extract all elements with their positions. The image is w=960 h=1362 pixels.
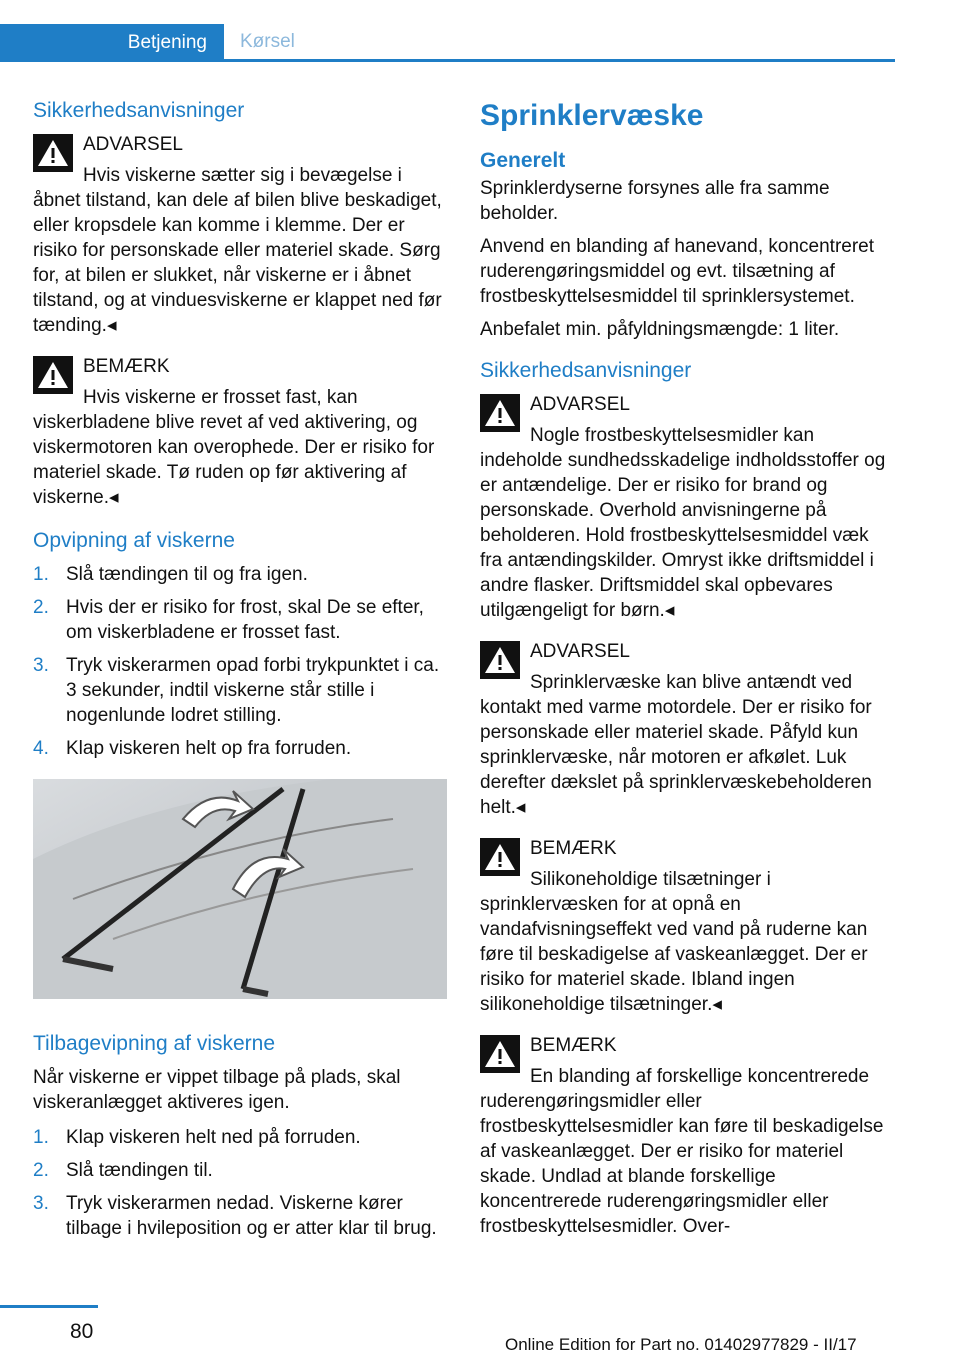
warning-block: [480, 639, 896, 820]
notice-title: BEMÆRK: [530, 838, 617, 859]
warning-triangle-icon: [33, 356, 73, 394]
step-number: 3.: [33, 1193, 49, 1214]
warning-title: ADVARSEL: [530, 641, 630, 662]
chapter-tabs: [0, 0, 895, 62]
warning-text: Sprinklervæske kan blive antændt ved kontakt med varme motordele. Der er risiko for personskade eller materiel skade. Påfyld kun sprinklervæske, når motoren er afkølet. Luk derefter dækslet på sprinklervæskebeholderen helt.◂: [480, 672, 872, 818]
tab-betjening[interactable]: [0, 24, 224, 62]
section-title-wipers-up: Opvipning af viskerne: [33, 529, 235, 552]
step-number: 4.: [33, 738, 49, 759]
list-item: [33, 1158, 447, 1183]
edition-note: Online Edition for Part no. 01402977829 - II/17: [505, 1335, 857, 1354]
step-number: 1.: [33, 564, 49, 585]
page-title: Sprinklervæske: [480, 99, 704, 132]
header-divider: [0, 59, 895, 62]
notice-text: Silikoneholdige tilsætninger i sprinklervæsken for at opnå en vandafvisningseffekt ved vand på ruderne kan føre til beskadigelse af vaskeanlægget. Der er risiko for materiel skade. Ibland ingen silikoneholdige tilsætninger.◂: [480, 869, 868, 1015]
warning-block: [33, 132, 447, 338]
warning-triangle-icon: [480, 641, 520, 679]
tab-korsel[interactable]: Kørsel: [240, 31, 295, 52]
section-title-safety: Sikkerhedsanvisninger: [33, 99, 245, 122]
list-item: [33, 1125, 447, 1150]
subsection-title: Generelt: [480, 149, 566, 172]
step-text: Tryk viskerarmen nedad. Viskerne kører tilbage i hvileposition og er atter klar til brug.: [66, 1193, 437, 1239]
step-text: Hvis der er risiko for frost, skal De se efter, om viskerbladene er frosset fast.: [66, 597, 424, 643]
paragraph: Sprinklerdyserne forsynes alle fra samme beholder.: [480, 178, 830, 224]
step-text: Tryk viskerarmen opad forbi trykpunktet i ca. 3 sekunder, indtil viskerne står stille i nogenlunde lodret stilling.: [66, 655, 440, 726]
warning-text: Hvis viskerne sætter sig i bevægelse i åbnet tilstand, kan dele af bilen blive beskadiget, eller kropsdele kan komme i klemme. Der er risiko for personskade eller materiel skade. Sørg for, at bilen er slukket, når viskerne er i åbnet tilstand, og at vinduesviskerne er klappet ned før tænding.◂: [33, 165, 442, 336]
tab-label: Betjening: [127, 32, 207, 53]
list-item: [33, 736, 447, 761]
paragraph: Anbefalet min. påfyldningsmængde: 1 liter.: [480, 319, 840, 340]
warning-triangle-icon: [480, 838, 520, 876]
warning-triangle-icon: [480, 1035, 520, 1073]
step-number: 2.: [33, 597, 49, 618]
notice-block: [33, 354, 447, 510]
warning-text: Nogle frostbeskyttelsesmidler kan indeholde sundhedsskadelige indholdsstoffer og er antændelige. Der er risiko for brand og personskade. Overhold anvisningerne på beholderen. Hold frostbeskyttelsesmiddel væk fra antændingskilder. Omryst ikke driftsmiddel i andre flasker. Driftsmiddel skal opbevares utilgængeligt for børn.◂: [480, 425, 886, 621]
notice-title: BEMÆRK: [83, 356, 170, 377]
right-column: [480, 96, 896, 1255]
footer-divider: [0, 1305, 98, 1308]
section-title-wipers-down: Tilbagevipning af viskerne: [33, 1032, 276, 1055]
paragraph: Anvend en blanding af hanevand, koncentreret ruderengøringsmiddel og evt. tilsætning af frostbeskyttelsesmiddel til sprinklersystemet.: [480, 236, 875, 307]
step-text: Klap viskeren helt ned på forruden.: [66, 1127, 361, 1148]
notice-block: [480, 1033, 896, 1239]
notice-text: En blanding af forskellige koncentrerede ruderengøringsmidler eller frostbeskyttelsesmidler kan føre til beskadigelse af vaskeanlægget. Der er risiko for materiel skade. Undlad at blande forskellige koncentrerede ruderengøringsmidler eller frostbeskyttelsesmidler. Over-: [480, 1066, 884, 1237]
notice-text: Hvis viskerne er frosset fast, kan viskerbladene blive revet af ved aktivering, og viskermotoren kan overophede. Der er risiko for materiel skade. Tø ruden op før aktivering af viskerne.◂: [33, 387, 435, 508]
notice-title: BEMÆRK: [530, 1035, 617, 1056]
step-text: Slå tændingen til.: [66, 1160, 213, 1181]
warning-title: ADVARSEL: [530, 394, 630, 415]
step-number: 1.: [33, 1127, 49, 1148]
warning-triangle-icon: [480, 394, 520, 432]
steps-wipers-up: [33, 562, 447, 761]
list-item: [33, 562, 447, 587]
notice-block: [480, 836, 896, 1017]
left-column: [33, 96, 447, 1249]
step-text: Slå tændingen til og fra igen.: [66, 564, 308, 585]
steps-wipers-down: [33, 1125, 447, 1241]
section-title-safety: Sikkerhedsanvisninger: [480, 359, 692, 382]
step-text: Klap viskeren helt op fra forruden.: [66, 738, 352, 759]
paragraph: Når viskerne er vippet tilbage på plads, skal viskeranlægget aktiveres igen.: [33, 1067, 401, 1113]
warning-title: ADVARSEL: [83, 134, 183, 155]
step-number: 3.: [33, 655, 49, 676]
wiper-illustration: [33, 779, 447, 999]
list-item: [33, 595, 447, 645]
list-item: [33, 653, 447, 728]
list-item: [33, 1191, 447, 1241]
warning-block: [480, 392, 896, 623]
page-number: 80: [70, 1320, 94, 1343]
step-number: 2.: [33, 1160, 49, 1181]
warning-triangle-icon: [33, 134, 73, 172]
